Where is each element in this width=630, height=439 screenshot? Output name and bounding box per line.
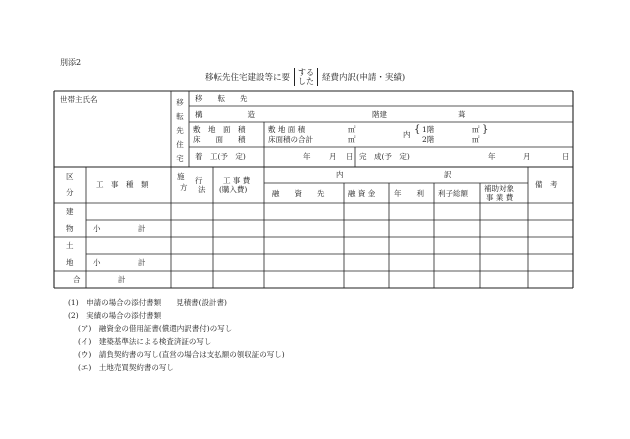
unit-m2: ㎡: [472, 135, 480, 144]
completion-label: 完 成(予 定): [359, 152, 410, 161]
subtotal-label: 小 計: [93, 258, 146, 267]
purchase-cost-label: (購入費): [219, 185, 248, 194]
reference-label: 別添2: [60, 58, 82, 67]
breakdown-header: 内: [336, 170, 344, 179]
household-head-label: 世帯主氏名: [60, 95, 98, 104]
month-label: 月: [523, 152, 531, 161]
site-area-label: 敷 地 面 積: [193, 125, 246, 134]
year-label: 年: [303, 152, 311, 161]
grand-total-label: 合 計: [73, 275, 126, 284]
title-prefix: 移転先住宅建設等に要: [205, 73, 291, 83]
category-label: 区: [66, 172, 74, 181]
bracket-top: する: [298, 68, 315, 77]
relocation-address-label: 移 転 先: [195, 94, 248, 103]
execution-label: 施: [177, 172, 185, 181]
year-label: 年: [488, 152, 496, 161]
total-interest-label: 利子総額: [438, 189, 468, 198]
unit-m2: ㎡: [348, 135, 356, 144]
structure-label: 構 造: [195, 110, 255, 119]
subsidy-cost-label: 事 業 費: [486, 193, 514, 202]
note-item: (エ) 土地売買契約書の写し: [78, 363, 174, 372]
floor-area-label: 床 面 積: [193, 135, 246, 144]
title-suffix: 経費内訳(申請・実績): [322, 73, 406, 83]
side-char: 宅: [176, 154, 184, 163]
brace-right: }: [482, 124, 489, 135]
note-item: (2) 実績の場合の添付書類: [68, 311, 162, 320]
bracket-bottom: した: [298, 77, 315, 86]
building-label: 建: [66, 207, 74, 216]
construction-cost-label: 工 事 費: [223, 176, 251, 185]
land-label: 土: [66, 241, 74, 250]
loan-amount-label: 融 資 金: [348, 189, 376, 198]
unit-m2: ㎡: [472, 125, 480, 134]
work-type-label: 工 事 種 類: [96, 180, 149, 189]
construction-start-label: 着 工(予 定): [195, 152, 246, 161]
note-item: (イ) 建築基準法による検査済証の写し: [78, 337, 212, 346]
interest-rate-label: 年 利: [394, 189, 424, 198]
brace-left: {: [414, 124, 421, 135]
total-floor-area-label: 床面積の合計: [268, 135, 313, 144]
notes-list: [68, 296, 285, 374]
day-label: 日: [562, 152, 570, 161]
day-label: 日: [346, 152, 354, 161]
floor-1-label: 1階: [422, 125, 435, 134]
roofing-label: 葺: [458, 110, 466, 119]
remarks-label: 備 考: [535, 180, 558, 189]
note-item: (ウ) 請負契約書の写し(直営の場合は支払額の領収証の写し): [78, 350, 285, 359]
subtotal-label: 小 計: [93, 224, 146, 233]
note-item: (1) 申請の場合の添付書類 見積書(設計書): [68, 298, 227, 307]
side-char: 先: [176, 126, 184, 135]
floor-2-label: 2階: [422, 135, 435, 144]
note-item: (ア) 融資金の借用証書(償還内訳書付)の写し: [78, 324, 233, 333]
execution-label: 行: [195, 176, 203, 185]
month-label: 月: [329, 152, 337, 161]
new-residence-vertical-label: [175, 96, 185, 166]
building-label: 物: [66, 224, 74, 233]
method-label: 法: [198, 185, 206, 194]
unit-m2: ㎡: [348, 125, 356, 134]
breakdown-label: 内: [403, 130, 411, 139]
side-char: 転: [176, 112, 184, 121]
method-label: 方: [180, 183, 188, 192]
lender-label: 融 資 先: [272, 189, 325, 198]
category-label: 分: [66, 188, 74, 197]
land-label: 地: [66, 258, 74, 267]
site-area-label-2: 敷 地 面 積: [268, 125, 306, 134]
subsidy-label: 補助対象: [484, 184, 514, 193]
breakdown-header: 訳: [444, 170, 452, 179]
side-char: 移: [176, 98, 184, 107]
side-char: 住: [176, 140, 184, 149]
floors-label: 階建: [372, 110, 387, 119]
